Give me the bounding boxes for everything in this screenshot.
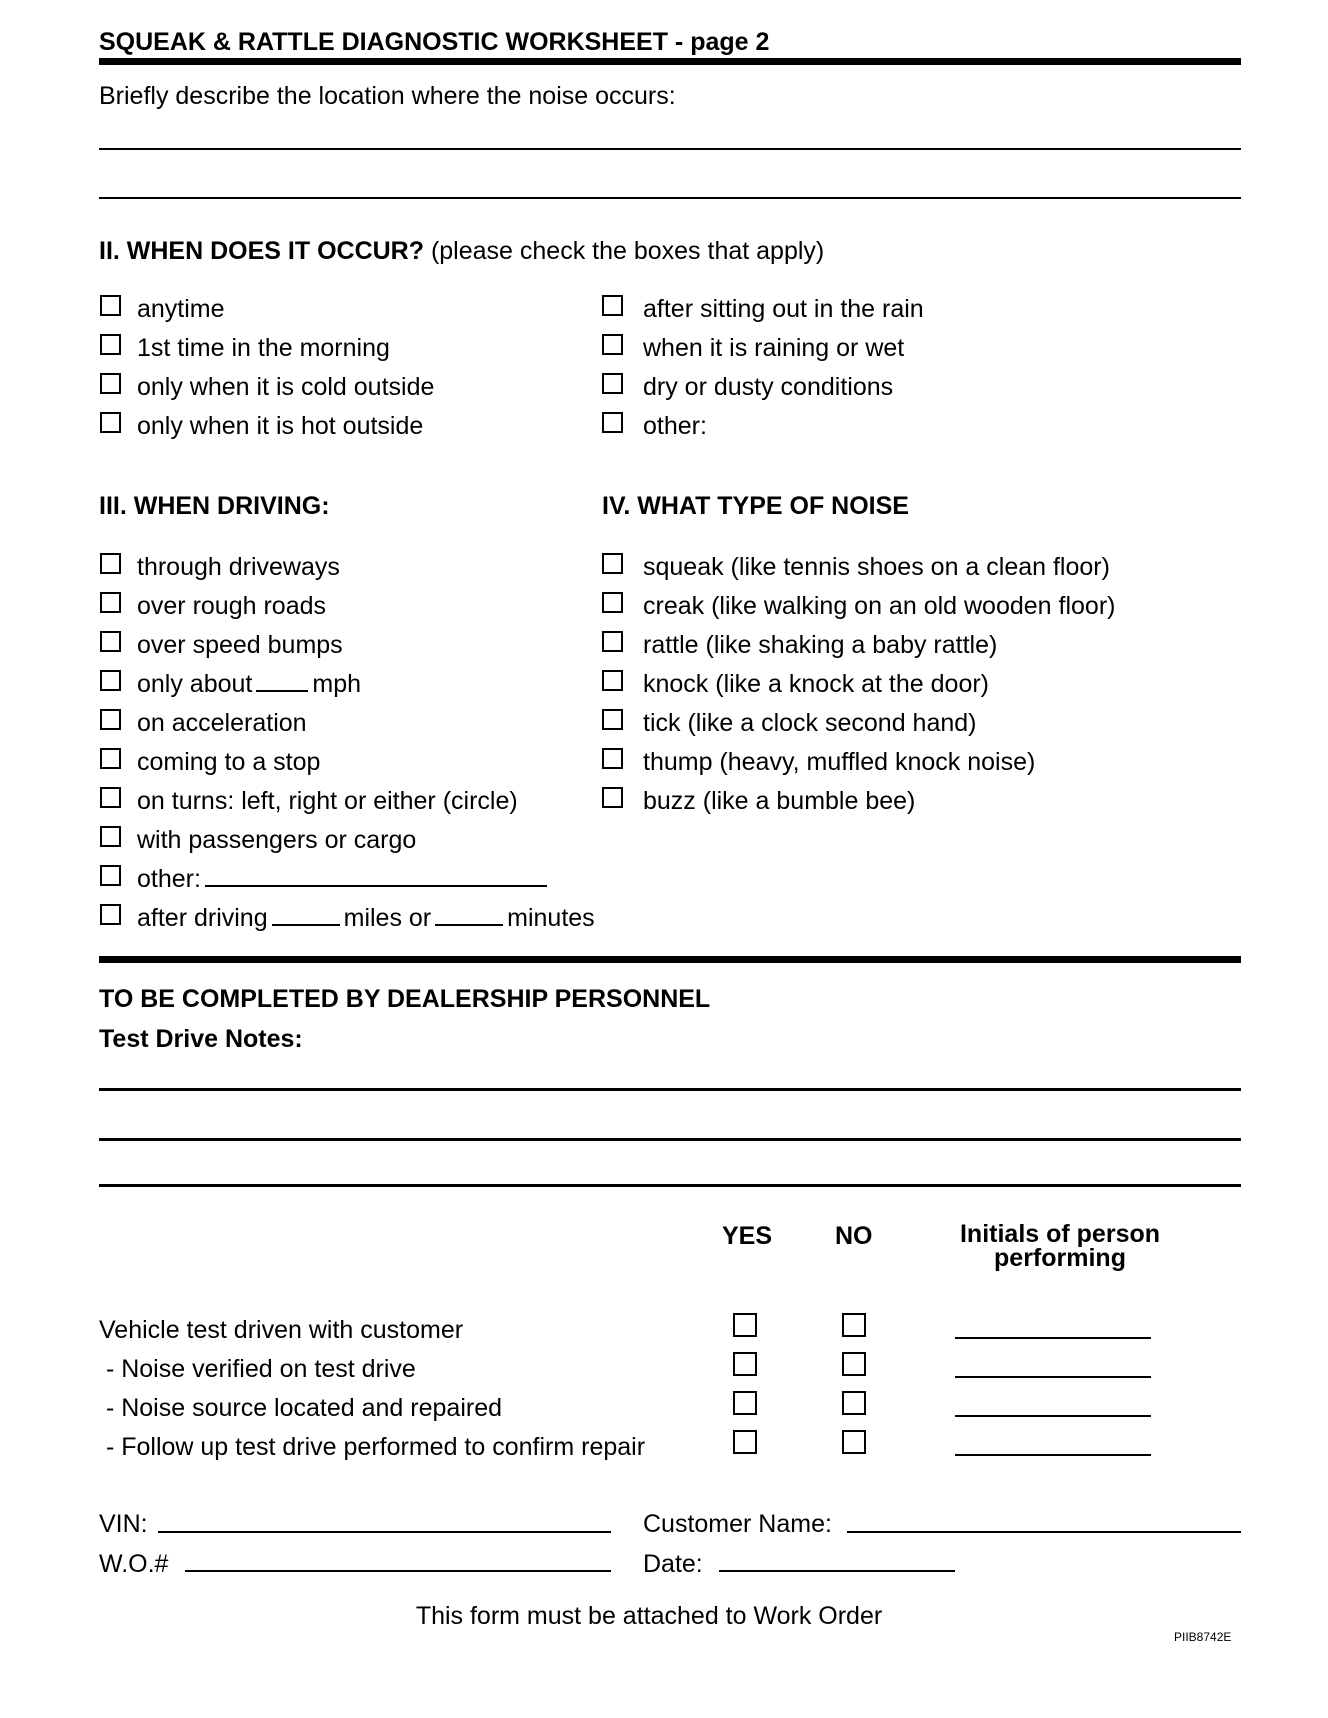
- checkbox-coming-to-stop[interactable]: [100, 748, 121, 769]
- other-driving-blank[interactable]: [205, 885, 547, 887]
- location-prompt: Briefly describe the location where the noise occurs:: [99, 82, 676, 110]
- initials-line-follow-up[interactable]: [955, 1454, 1151, 1456]
- yes-checkbox-test-driven[interactable]: [733, 1313, 757, 1337]
- verify-row-label: - Noise verified on test drive: [99, 1355, 416, 1383]
- vin-field[interactable]: [158, 1531, 611, 1533]
- initials-line-noise-verified[interactable]: [955, 1376, 1151, 1378]
- wo-label: W.O.#: [99, 1550, 169, 1578]
- no-checkbox-source-repaired[interactable]: [842, 1391, 866, 1415]
- form-code: PIIB8742E: [1174, 1630, 1232, 1644]
- checkbox-cold-outside[interactable]: [100, 373, 121, 394]
- page-title: SQUEAK & RATTLE DIAGNOSTIC WORKSHEET - page 2: [99, 28, 770, 56]
- checkbox-buzz[interactable]: [602, 787, 623, 808]
- wo-field[interactable]: [185, 1570, 611, 1572]
- no-checkbox-follow-up[interactable]: [842, 1430, 866, 1454]
- customer-name-field[interactable]: [847, 1531, 1241, 1533]
- checkbox-label: over rough roads: [137, 592, 327, 620]
- checkbox-label: dry or dusty conditions: [643, 373, 894, 401]
- checkbox-label: only when it is hot outside: [137, 412, 424, 440]
- section2-note: (please check the boxes that apply): [430, 237, 825, 265]
- checkbox-through-driveways[interactable]: [100, 553, 121, 574]
- title-rule: [99, 58, 1241, 65]
- yes-checkbox-follow-up[interactable]: [733, 1430, 757, 1454]
- checkbox-only-about-mph[interactable]: [100, 670, 121, 691]
- minutes-label: minutes: [507, 904, 595, 932]
- checkbox-label: through driveways: [137, 553, 340, 581]
- checkbox-rattle[interactable]: [602, 631, 623, 652]
- col-initials-line-2: performing: [994, 1244, 1126, 1272]
- checkbox-knock[interactable]: [602, 670, 623, 691]
- checkbox-label: with passengers or cargo: [137, 826, 417, 854]
- attach-note: This form must be attached to Work Order: [415, 1602, 883, 1630]
- initials-line-source-repaired[interactable]: [955, 1415, 1151, 1417]
- checkbox-creak[interactable]: [602, 592, 623, 613]
- checkbox-label: squeak (like tennis shoes on a clean floor): [643, 553, 1110, 581]
- checkbox-label: anytime: [137, 295, 225, 323]
- checkbox-speed-bumps[interactable]: [100, 631, 121, 652]
- checkbox-label: 1st time in the morning: [137, 334, 390, 362]
- checkbox-after-rain[interactable]: [602, 295, 623, 316]
- checkbox-label: thump (heavy, muffled knock noise): [643, 748, 1036, 776]
- checkbox-label: only when it is cold outside: [137, 373, 435, 401]
- checkbox-label: on turns: left, right or either (circle): [137, 787, 518, 815]
- section2-header: [99, 237, 824, 266]
- verify-row-label: - Noise source located and repaired: [99, 1394, 503, 1422]
- checkbox-label: buzz (like a bumble bee): [643, 787, 916, 815]
- yes-checkbox-source-repaired[interactable]: [733, 1391, 757, 1415]
- notes-line-2[interactable]: [99, 1138, 1241, 1141]
- location-answer-line-1[interactable]: [99, 148, 1241, 150]
- yes-checkbox-noise-verified[interactable]: [733, 1352, 757, 1376]
- checkbox-squeak[interactable]: [602, 553, 623, 574]
- notes-line-3[interactable]: [99, 1184, 1241, 1187]
- checkbox-label: tick (like a clock second hand): [643, 709, 977, 737]
- checkbox-label: on acceleration: [137, 709, 307, 737]
- vin-label: VIN:: [99, 1510, 148, 1538]
- checkbox-other-driving[interactable]: [100, 865, 121, 886]
- checkbox-dry-dusty[interactable]: [602, 373, 623, 394]
- checkbox-thump[interactable]: [602, 748, 623, 769]
- no-checkbox-noise-verified[interactable]: [842, 1352, 866, 1376]
- checkbox-label: after sitting out in the rain: [643, 295, 924, 323]
- checkbox-raining-wet[interactable]: [602, 334, 623, 355]
- checkbox-anytime[interactable]: [100, 295, 121, 316]
- checkbox-tick[interactable]: [602, 709, 623, 730]
- customer-name-label: Customer Name:: [643, 1510, 832, 1538]
- dealer-heading: TO BE COMPLETED BY DEALERSHIP PERSONNEL: [99, 985, 711, 1013]
- other-driving-row: [137, 865, 551, 894]
- mph-label-after: mph: [312, 670, 362, 698]
- col-yes-header: YES: [722, 1222, 773, 1250]
- checkbox-label: knock (like a knock at the door): [643, 670, 989, 698]
- after-driving-label: after driving: [137, 904, 268, 932]
- test-drive-notes-label: Test Drive Notes:: [99, 1025, 303, 1053]
- dealer-divider: [99, 956, 1241, 963]
- section2-heading: II. WHEN DOES IT OCCUR?: [99, 237, 424, 265]
- location-answer-line-2[interactable]: [99, 197, 1241, 199]
- other-driving-label: other:: [137, 865, 201, 893]
- miles-or-label: miles or: [343, 904, 432, 932]
- mph-label-before: only about: [137, 670, 253, 698]
- date-label: Date:: [643, 1550, 703, 1578]
- checkbox-label: over speed bumps: [137, 631, 343, 659]
- checkbox-on-turns[interactable]: [100, 787, 121, 808]
- col-initials-line-1: Initials of person: [959, 1220, 1161, 1248]
- section4-heading: IV. WHAT TYPE OF NOISE: [602, 492, 909, 520]
- minutes-blank[interactable]: [435, 924, 503, 926]
- verify-row-label: - Follow up test drive performed to confirm repair: [99, 1433, 646, 1461]
- checkbox-passengers-cargo[interactable]: [100, 826, 121, 847]
- mph-blank[interactable]: [256, 690, 308, 692]
- checkbox-first-time-morning[interactable]: [100, 334, 121, 355]
- after-driving-row: [137, 904, 595, 933]
- col-initials-header: [955, 1222, 1165, 1270]
- checkbox-after-driving[interactable]: [100, 904, 121, 925]
- checkbox-other-conditions[interactable]: [602, 412, 623, 433]
- checkbox-label: coming to a stop: [137, 748, 321, 776]
- checkbox-label: when it is raining or wet: [643, 334, 905, 362]
- verify-row-label: Vehicle test driven with customer: [99, 1316, 464, 1344]
- notes-line-1[interactable]: [99, 1088, 1241, 1091]
- no-checkbox-test-driven[interactable]: [842, 1313, 866, 1337]
- initials-line-test-driven[interactable]: [955, 1337, 1151, 1339]
- miles-blank[interactable]: [272, 924, 340, 926]
- mph-row: [137, 670, 361, 699]
- section3-heading: III. WHEN DRIVING:: [99, 492, 330, 520]
- checkbox-rough-roads[interactable]: [100, 592, 121, 613]
- col-no-header: NO: [835, 1222, 873, 1250]
- checkbox-label: other:: [643, 412, 707, 440]
- checkbox-hot-outside[interactable]: [100, 412, 121, 433]
- checkbox-acceleration[interactable]: [100, 709, 121, 730]
- checkbox-label: rattle (like shaking a baby rattle): [643, 631, 998, 659]
- checkbox-label: creak (like walking on an old wooden floor): [643, 592, 1116, 620]
- date-field[interactable]: [719, 1570, 955, 1572]
